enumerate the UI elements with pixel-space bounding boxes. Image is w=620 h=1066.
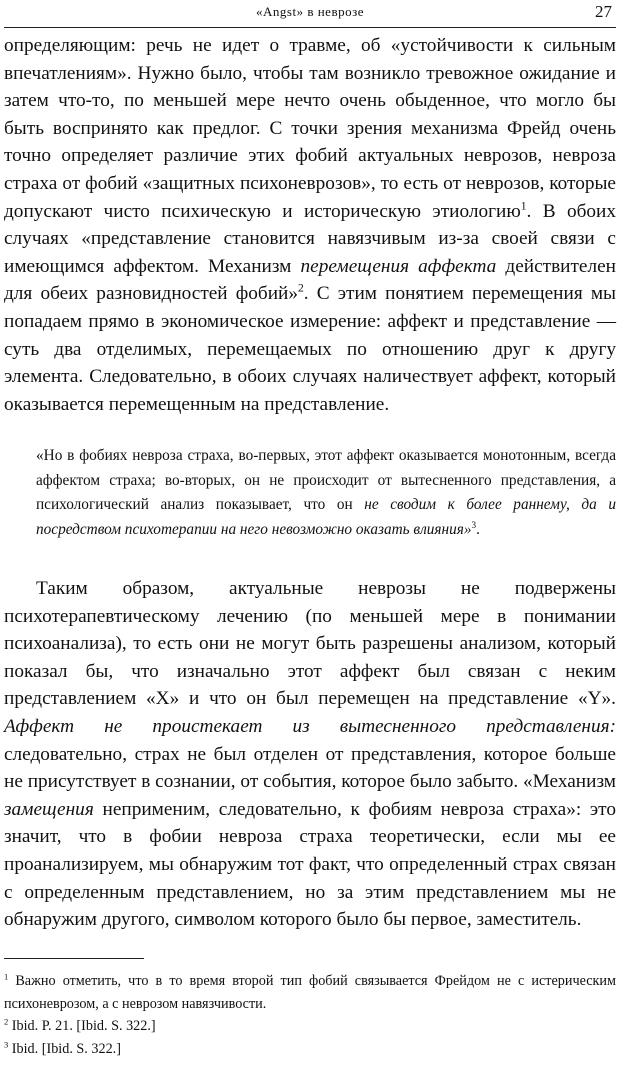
footnote-1	[4, 970, 616, 1015]
footnote-1-number: 1	[4, 971, 9, 982]
footnotes	[4, 970, 616, 1060]
paragraph-1	[4, 32, 616, 418]
running-head: «Angst» в неврозе	[256, 4, 364, 19]
paragraph-2	[4, 575, 616, 934]
p2-text-2: следовательно, страх не был отделен от представления, которое больше не присутствует в сознании, от события, которое было забыто. «Механизм	[4, 743, 616, 793]
footnote-rule	[4, 958, 144, 959]
p1-text-1: определяющим: речь не идет о травме, об «устойчивости к сильным впечатлениям». Нужно было, чтобы там возникло тревожное ожидание и затем что-то, по меньшей мере нечто очень обыденное, что могло бы быть воспринято как предлог. С точки зрения механизма Фрейд очень точно определяет различие этих фобий актуальных неврозов, невроза страха от фобий «защитных психоневрозов», то есть от неврозов, которые допускают чисто психическую и историческую этиологию	[4, 35, 616, 222]
quote-end: .	[476, 520, 480, 538]
p2-text-3: неприменим, следовательно, к фобиям невроза страха»: это значит, что в фобии невроза страха теоретически, если мы ее проанализируем, мы обнаружим тот факт, что определенный страх связан с определенным представлением, но за этим представлением мы не обнаружим другого, символом которого было бы первое, заместитель.	[4, 798, 616, 931]
footnote-2-number: 2	[4, 1016, 9, 1027]
p2-emphasis-2: замещения	[4, 798, 94, 820]
block-quote	[36, 444, 616, 542]
footnote-ref-3: 3	[471, 519, 477, 530]
p2-text-1: Таким образом, актуальные неврозы не подвержены психотерапевтическому лечению (по меньшей мере в понимании психоанализа), то есть они не могут быть разрешены анализом, который показал бы, что изначально этот аффект был связан с неким представлением «X» и что он был перемещен на представление «Y».	[4, 578, 616, 710]
p1-emphasis: перемещения аффекта	[300, 255, 497, 277]
quote-text-1: «Но в фобиях невроза страха, во-первых, этот аффект оказывается монотонным, всегда аффектом страха; во-вторых, он не происходит от вытесненного представления, а психологический анализ показывает, что он	[36, 447, 616, 514]
footnote-3-text: Ibid. [Ibid. S. 322.]	[8, 1040, 121, 1057]
p1-text-3: действителен для обеих разновидностей фобий»	[4, 255, 616, 305]
page-header	[0, 0, 620, 28]
quote-emphasis: не сводим к более раннему, да и посредством психотерапии на него невозможно оказать влияния»	[36, 496, 616, 538]
footnote-ref-1: 1	[520, 199, 527, 213]
footnote-3	[4, 1038, 616, 1061]
footnote-2	[4, 1015, 616, 1038]
footnote-1-text: Важно отметить, что в то время второй тип фобий связывается Фрейдом не с истерическим психоневрозом, а с неврозом навязчивости.	[4, 973, 616, 1012]
p1-text-2: . В обоих случаях «представление становится навязчивым из-за своей связи с имеющимся аффектом. Механизм	[4, 200, 617, 277]
footnote-ref-2: 2	[298, 281, 304, 295]
footnote-3-number: 3	[4, 1039, 9, 1050]
page-number: 27	[595, 2, 612, 21]
header-rule	[4, 27, 616, 28]
p1-text-4: . С этим понятием перемещения мы попадаем прямо в экономическое измерение: аффект и представление — суть два отделимых, перемещаемых по отношению друг к другу элемента. Следовательно, в обоих случаях наличествует аффект, который оказывается перемещенным на представление.	[4, 283, 616, 415]
footnote-2-text: Ibid. P. 21. [Ibid. S. 322.]	[8, 1018, 156, 1035]
p2-emphasis-1: Аффект не проистекает из вытесненного представления:	[4, 715, 616, 737]
